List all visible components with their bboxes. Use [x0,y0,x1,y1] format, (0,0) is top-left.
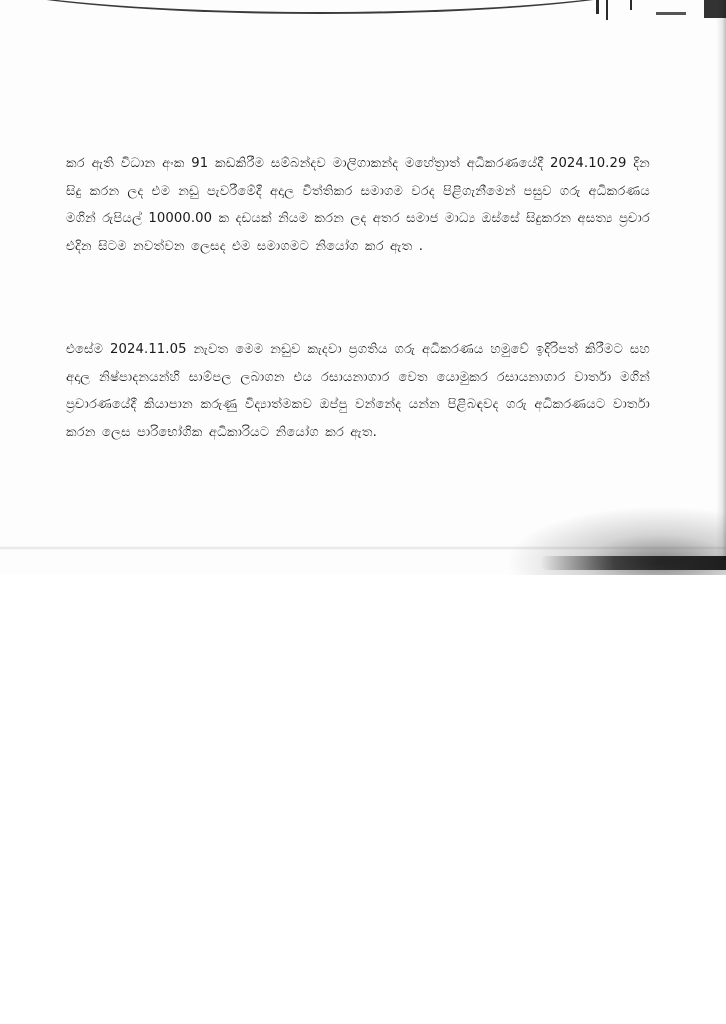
blank-lower-page [0,575,726,1024]
scan-edge-marks [586,0,726,20]
paper-fold-dark-edge [540,556,726,570]
paragraph-lab-report-order: එසේම 2024.11.05 නැවත මෙම නඩුව කැදවා ප්‍රගතිය ගරු අධිකරණය හමුවේ ඉදිරිපත් කිරීමට සහ අදාල නිෂ්පාදනයන්හි සාම්පල ලබාගන එය රසායනාගාර වෙත යොමුකර රසායනාගාර වාර්තා මගින් ප්‍රචාරණයේදී කියාපාන කරුණු විද්‍යාත්මකව ඔප්පු වන්නේද යන්න පිළිබඳවද ගරු අධිකරණයට වාර්තා කරන ලෙස පාරිභෝගික අධිකාරියට නියෝග කර ඇත. [66,342,650,440]
paragraph-court-order: කර ඇති විධාන අංක 91 කඩකිරීම සම්බන්දව මාලිගාකන්ද මහේත්‍රාත් අධිකරණයේදී 2024.10.29 දින සිදු කරන ලද එම නඩු පැවරීමේදී අදාල විත්තිකර සමාගම වරද පිළිගැනීමෙන් පසුව ගරු අධිකරණය මගින් රුපියල් 10000.00 ක දඩයක් නියම කරන ලද අතර සමාජ මාධ්‍ය ඔස්සේ සිදුකරන අසත්‍ය ප්‍රචාර එදින සිටම නවත්වන ලෙසද එම සමාගමට නියෝග කර ඇත . [66,156,650,254]
page-right-shadow [716,0,726,560]
paper-curve-line [0,0,680,14]
